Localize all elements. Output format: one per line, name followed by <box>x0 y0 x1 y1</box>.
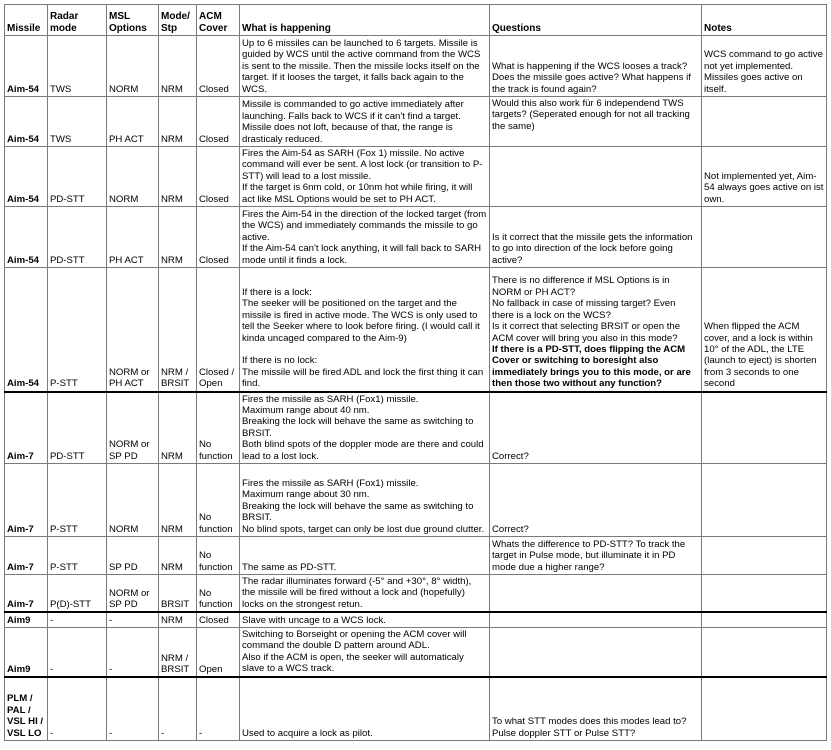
what-line: Maximum range about 30 nm. <box>242 489 370 501</box>
cell-mode-stp: NRM <box>159 36 197 97</box>
header-msl-options: MSL Options <box>107 5 159 36</box>
cell-what-is-happening <box>240 147 490 207</box>
cell-acm-cover: No function <box>197 536 240 574</box>
table-row <box>5 574 827 612</box>
what-line: Switching to Borseight or opening the ACM cover will command the double D pattern around ADL. <box>242 628 467 652</box>
cell-msl-options: NORM <box>107 147 159 207</box>
table-row <box>5 627 827 677</box>
cell-questions <box>490 268 702 392</box>
cell-what-is-happening <box>240 268 490 392</box>
cell-what-is-happening: Used to acquire a lock as pilot. <box>240 677 490 740</box>
cell-radar-mode: PD-STT <box>48 147 107 207</box>
cell-questions <box>490 612 702 627</box>
cell-radar-mode: - <box>48 677 107 740</box>
cell-questions: Correct? <box>490 463 702 536</box>
question-line: Is it correct that selecting BRSIT or open the ACM cover will bring you also in this mode? <box>492 321 681 344</box>
cell-notes: Not implemented yet, Aim-54 always goes active on ist own. <box>702 147 827 207</box>
what-line: If there is a lock: <box>242 286 312 298</box>
cell-radar-mode: P-STT <box>48 536 107 574</box>
cell-acm-cover: No function <box>197 574 240 612</box>
cell-missile: Aim-7 <box>5 463 48 536</box>
question-line: No fallback in case of missing target? Even there is a lock on the WCS? <box>492 298 676 321</box>
cell-notes <box>702 627 827 677</box>
cell-questions: Whats the difference to PD-STT? To track the target in Pulse mode, but illuminate it in PD mode due a higher range? <box>490 536 702 574</box>
cell-acm-cover: Open <box>197 627 240 677</box>
cell-what-is-happening: Up to 6 missiles can be launched to 6 targets. Missile is guided by WCS until the active command from the WCS is sent to the missile. Then the missile locks itself on the target. If it looses the target, it falls back again to the WCS. <box>240 36 490 97</box>
cell-questions <box>490 147 702 207</box>
what-line: Also if the ACM is open, the seeker will automaticaly slave to a WCS track. <box>242 651 464 675</box>
what-line: Fires the Aim-54 in the direction of the locked target (from the WCS) and immediately commands the missile to go active. <box>242 209 487 243</box>
cell-msl-options: - <box>107 677 159 740</box>
cell-msl-options: - <box>107 627 159 677</box>
header-notes: Notes <box>702 5 827 36</box>
cell-what-is-happening: Slave with uncage to a WCS lock. <box>240 612 490 627</box>
cell-mode-stp: NRM <box>159 97 197 147</box>
cell-questions <box>490 574 702 612</box>
cell-radar-mode: - <box>48 612 107 627</box>
cell-what-is-happening: The radar illuminates forward (-5° and +30°, 8° width), the missile will be fired without a lock and (hopefully) locks on the strongest retun. <box>240 574 490 612</box>
cell-msl-options: NORM or PH ACT <box>107 268 159 392</box>
cell-mode-stp: NRM <box>159 612 197 627</box>
question-line: There is no difference if MSL Options is in NORM or PH ACT? <box>492 275 670 298</box>
what-line: Fires the missile as SARH (Fox1) missile. <box>242 393 419 405</box>
table-row <box>5 677 827 740</box>
table-row <box>5 36 827 97</box>
line-gap <box>242 344 487 355</box>
cell-radar-mode: PD-STT <box>48 207 107 268</box>
cell-msl-options: NORM <box>107 36 159 97</box>
cell-radar-mode: TWS <box>48 97 107 147</box>
cell-what-is-happening <box>240 463 490 536</box>
header-missile: Missile <box>5 5 48 36</box>
cell-notes <box>702 574 827 612</box>
cell-what-is-happening <box>240 392 490 464</box>
what-line: Fires the Aim-54 as SARH (Fox 1) missile. No active command will ever be sent. A lost lock (or transition to P-STT) will lead to a lost missile. <box>242 148 483 182</box>
cell-notes <box>702 677 827 740</box>
cell-missile: Aim-54 <box>5 268 48 392</box>
cell-what-is-happening: The same as PD-STT. <box>240 536 490 574</box>
header-mode-stp: Mode/ Stp <box>159 5 197 36</box>
cell-missile: Aim-7 <box>5 392 48 464</box>
table-row <box>5 536 827 574</box>
what-line: No blind spots, target can only be lost due ground clutter. <box>242 523 485 535</box>
cell-what-is-happening <box>240 627 490 677</box>
cell-mode-stp: NRM / BRSIT <box>159 627 197 677</box>
what-line: If the Aim-54 can't lock anything, it will fall back to SARH mode until it finds a lock. <box>242 243 482 266</box>
cell-acm-cover: No function <box>197 392 240 464</box>
cell-acm-cover: Closed <box>197 147 240 207</box>
cell-acm-cover: No function <box>197 463 240 536</box>
header-row <box>5 5 827 36</box>
cell-msl-options: NORM <box>107 463 159 536</box>
cell-notes <box>702 463 827 536</box>
cell-mode-stp: BRSIT <box>159 574 197 612</box>
cell-msl-options: NORM or SP PD <box>107 392 159 464</box>
cell-missile: Aim9 <box>5 612 48 627</box>
cell-questions: What is happening if the WCS looses a track? Does the missile goes active? What happens if the track is found again? <box>490 36 702 97</box>
cell-questions: Is it correct that the missile gets the information to go into direction of the lock before going active? <box>490 207 702 268</box>
table-row <box>5 612 827 627</box>
cell-radar-mode: P-STT <box>48 463 107 536</box>
what-line: If there is no lock: <box>242 355 318 367</box>
cell-notes: When flipped the ACM cover, and a lock is within 10° of the ADL, the LTE (launch to eject) is shorten from 3 seconds to one second <box>702 268 827 392</box>
cell-radar-mode: P(D)-STT <box>48 574 107 612</box>
cell-radar-mode: PD-STT <box>48 392 107 464</box>
table-row <box>5 147 827 207</box>
cell-questions <box>490 627 702 677</box>
cell-missile: Aim-54 <box>5 207 48 268</box>
table-row <box>5 268 827 392</box>
what-line: Breaking the lock will behave the same as switching to BRSIT. <box>242 416 474 439</box>
table-row <box>5 207 827 268</box>
cell-missile: Aim9 <box>5 627 48 677</box>
cell-mode-stp: NRM / BRSIT <box>159 268 197 392</box>
question-line: Pulse doppler STT or Pulse STT? <box>492 727 636 739</box>
cell-notes <box>702 392 827 464</box>
cell-questions <box>490 677 702 740</box>
cell-notes <box>702 612 827 627</box>
cell-radar-mode: TWS <box>48 36 107 97</box>
cell-msl-options: PH ACT <box>107 207 159 268</box>
cell-missile: Aim-54 <box>5 97 48 147</box>
cell-missile: Aim-54 <box>5 36 48 97</box>
question-line: To what STT modes does this modes lead to? <box>492 716 687 728</box>
cell-acm-cover: Closed <box>197 97 240 147</box>
cell-missile: Aim-7 <box>5 536 48 574</box>
cell-acm-cover: Closed / Open <box>197 268 240 392</box>
cell-missile: Aim-54 <box>5 147 48 207</box>
cell-notes <box>702 207 827 268</box>
table-row <box>5 463 827 536</box>
cell-mode-stp: NRM <box>159 463 197 536</box>
cell-msl-options: SP PD <box>107 536 159 574</box>
cell-msl-options: NORM or SP PD <box>107 574 159 612</box>
cell-mode-stp: NRM <box>159 207 197 268</box>
cell-questions: Correct? <box>490 392 702 464</box>
cell-what-is-happening <box>240 207 490 268</box>
cell-acm-cover: Closed <box>197 36 240 97</box>
cell-missile: Aim-7 <box>5 574 48 612</box>
cell-notes: WCS command to go active not yet implemented. Missiles goes active on itself. <box>702 36 827 97</box>
cell-acm-cover: - <box>197 677 240 740</box>
what-line: Maximum range about 40 nm. <box>242 404 370 416</box>
table-row <box>5 97 827 147</box>
cell-radar-mode: P-STT <box>48 268 107 392</box>
cell-msl-options: PH ACT <box>107 97 159 147</box>
header-what-is-happening: What is happening <box>240 5 490 36</box>
table-row <box>5 392 827 464</box>
cell-mode-stp: NRM <box>159 392 197 464</box>
cell-mode-stp: NRM <box>159 536 197 574</box>
what-line: If the target is 6nm cold, or 10nm hot while firing, it will act like MSL Options would be set to PH ACT. <box>242 182 473 205</box>
cell-acm-cover: Closed <box>197 612 240 627</box>
cell-radar-mode: - <box>48 627 107 677</box>
cell-questions: Would this also work für 6 independend TWS targets? (Seperated enough for not all tracking the same) <box>490 97 702 147</box>
cell-missile: PLM / PAL / VSL HI / VSL LO <box>5 677 48 740</box>
cell-mode-stp: - <box>159 677 197 740</box>
cell-acm-cover: Closed <box>197 207 240 268</box>
header-questions: Questions <box>490 5 702 36</box>
cell-what-is-happening: Missile is commanded to go active immediately after launching. Falls back to WCS if it can't find a target. Missile does not loft, because of that, the range is drasticaly reduced. <box>240 97 490 147</box>
header-radar-mode: Radar mode <box>48 5 107 36</box>
cell-mode-stp: NRM <box>159 147 197 207</box>
what-line: Breaking the lock will behave the same as switching to BRSIT. <box>242 500 474 524</box>
cell-msl-options: - <box>107 612 159 627</box>
question-line-bold: If there is a PD-STT, does flipping the ACM Cover or switching to boresight also immediately brings you to this mode, or are then those two without any function? <box>492 343 691 390</box>
missile-modes-table <box>4 4 827 741</box>
what-line: The missile will be fired ADL and lock the first thing it can find. <box>242 366 484 390</box>
header-acm-cover: ACM Cover <box>197 5 240 36</box>
what-line: The seeker will be positioned on the target and the missile is fired in active mode. The WCS is only used to tell the Seeker where to look before firing. (I would call it kinda uncaged compared to the Aim-9) <box>242 298 480 344</box>
what-line: Fires the missile as SARH (Fox1) missile. <box>242 477 419 489</box>
cell-notes <box>702 97 827 147</box>
what-line: Both blind spots of the doppler mode are there and could lead to a lost lock. <box>242 439 484 462</box>
cell-notes <box>702 536 827 574</box>
